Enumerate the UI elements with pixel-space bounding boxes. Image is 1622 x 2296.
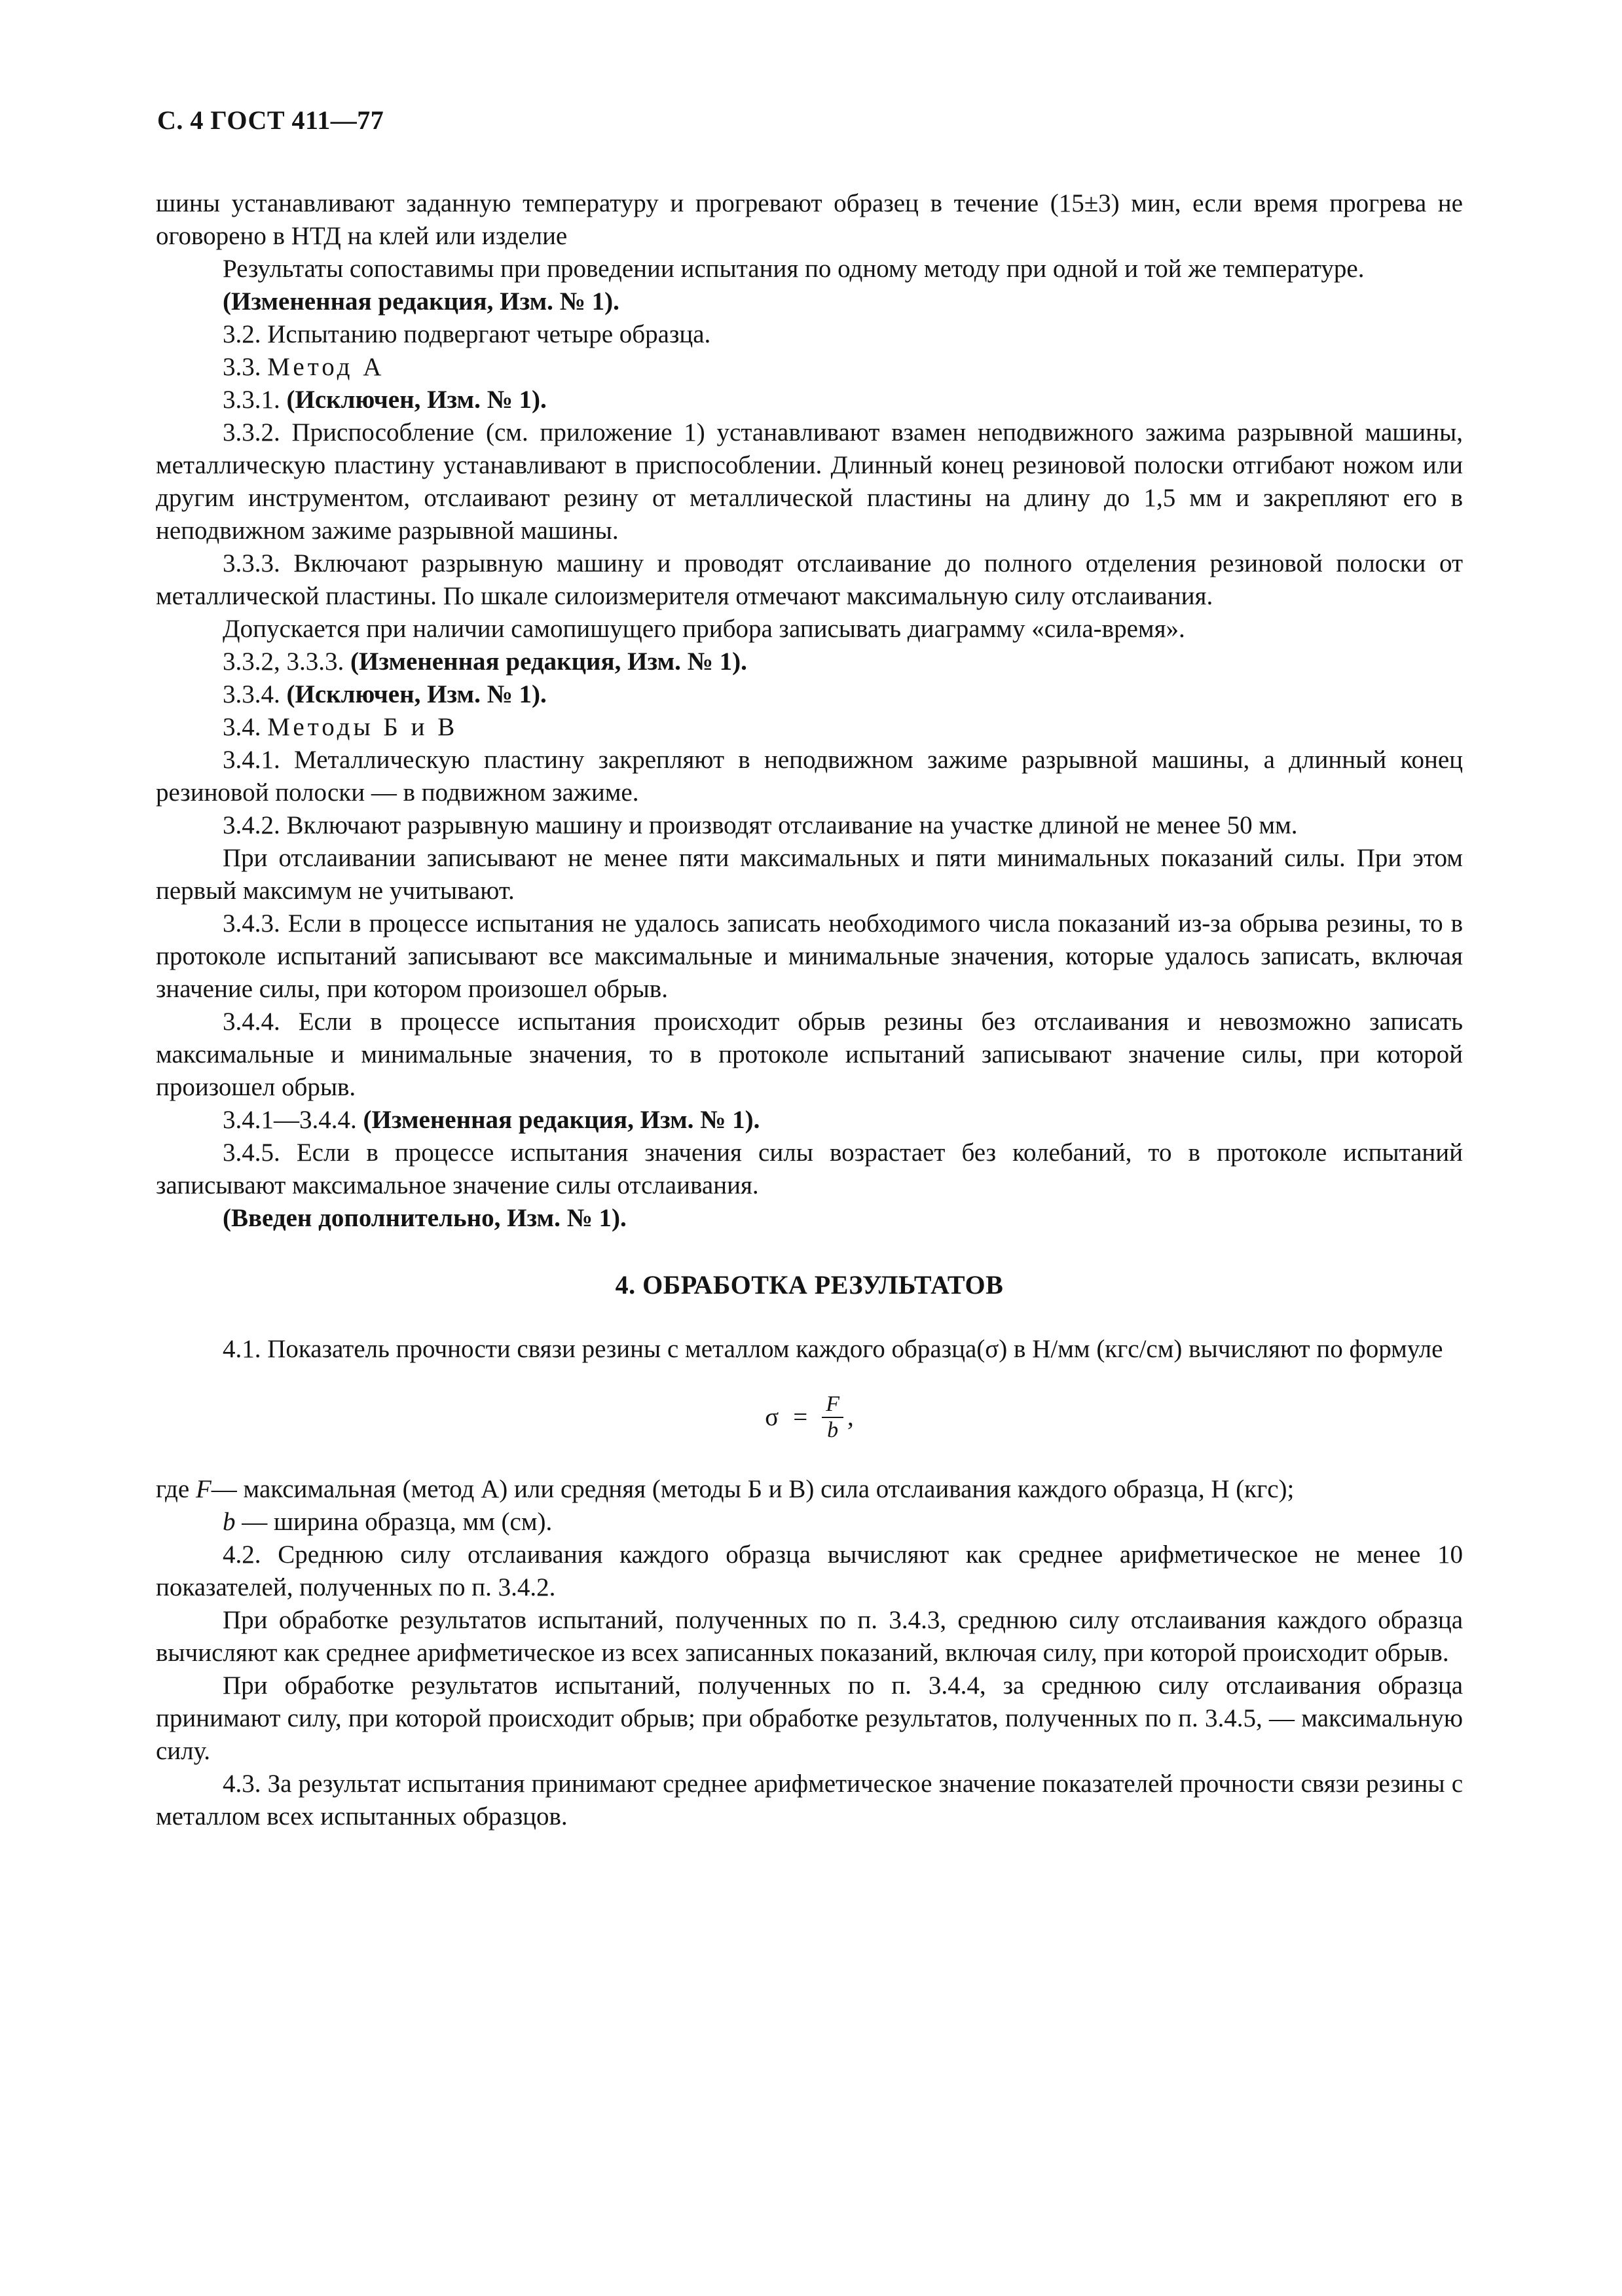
formula: [156, 1392, 1463, 1443]
legend-text: — ширина образца, мм (см).: [235, 1508, 553, 1536]
method-heading: Метод А: [267, 353, 385, 381]
paragraph: При обработке результатов испытаний, полученных по п. 3.4.3, среднюю силу отслаивания каждого образца вычисляют как среднее арифметическое из всех записанных показаний, включая силу, при которой происходит обрыв.: [156, 1606, 1463, 1667]
symbol-b: b: [223, 1508, 236, 1536]
clause-3-3-3: 3.3.3. Включают разрывную машину и проводят отслаивание до полного отделения резиновой полоски от металлической пластины. По шкале силоизмерителя отмечают максимальную силу отслаивания.: [156, 549, 1463, 610]
amendment-note: (Введен дополнительно, Изм. № 1).: [223, 1204, 627, 1232]
clause-3-2: 3.2. Испытанию подвергают четыре образца.: [223, 320, 711, 348]
clause-3-3-4: [156, 678, 1463, 711]
paragraph: Результаты сопоставимы при проведении испытания по одному методу при одной и той же температуре.: [223, 255, 1365, 283]
clause-4-1: 4.1. Показатель прочности связи резины с металлом каждого образца(σ) в Н/мм (кгс/см) вычисляют по формуле: [223, 1335, 1443, 1363]
document-body: [156, 187, 1463, 1833]
clause-3-4-4: 3.4.4. Если в процессе испытания происходит обрыв резины без отслаивания и невозможно записать максимальные и минимальные значения, то в протоколе испытаний записывают значение силы, при которой произошел обрыв.: [156, 1008, 1463, 1101]
paragraph: При отслаивании записывают не менее пяти максимальных и пяти минимальных показаний силы. При этом первый максимум не учитывают.: [156, 844, 1463, 905]
clause-3-4-5: 3.4.5. Если в процессе испытания значения силы возрастает без колебаний, то в протоколе испытаний записывают максимальное значение силы отслаивания.: [156, 1139, 1463, 1199]
clause-3-4: [156, 711, 1463, 744]
clause-number: 3.3.: [223, 353, 261, 381]
formula-denominator: b: [827, 1418, 839, 1442]
formula-tail: ,: [847, 1403, 854, 1431]
clause-3-4-3: 3.4.3. Если в процессе испытания не удалось записать необходимого числа показаний из-за обрыва резины, то в протоколе испытаний записывают все максимальные и минимальные значения, которые удалось записать, включая значение силы, при котором произошел обрыв.: [156, 909, 1463, 1003]
amendment-note: (Исключен, Изм. № 1).: [286, 386, 547, 414]
amendment-note: (Измененная редакция, Изм. № 1).: [223, 287, 619, 316]
section-heading: 4. ОБРАБОТКА РЕЗУЛЬТАТОВ: [615, 1270, 1004, 1300]
clause-3-4-2: 3.4.2. Включают разрывную машину и производят отслаивание на участке длиной не менее 50 мм.: [223, 811, 1298, 839]
symbol-F: F: [195, 1475, 212, 1503]
clause-3-3-2: 3.3.2. Приспособление (см. приложение 1) устанавливают взамен неподвижного зажима разрывной машины, металлическую пластину устанавливают в приспособлении. Длинный конец резиновой полоски отгибают ножом или другим инструментом, отслаивают резину от металлической пластины на длину до 1,5 мм и закрепляют его в неподвижном зажиме разрывной машины.: [156, 418, 1463, 545]
formula-legend-F: [156, 1473, 1463, 1506]
where-prefix: где: [156, 1475, 196, 1503]
formula-lhs: σ: [765, 1403, 779, 1431]
clause-3-4-1: 3.4.1. Металлическую пластину закрепляют в неподвижном зажиме разрывной машины, а длинный конец резиновой полоски — в подвижном зажиме.: [156, 746, 1463, 807]
clause-number: 3.4.1—3.4.4.: [223, 1106, 357, 1134]
amendment-line: [156, 1104, 1463, 1137]
legend-text: — максимальная (метод А) или средняя (методы Б и В) сила отслаивания каждого образца, Н (кгс);: [211, 1475, 1295, 1503]
formula-legend-b: [156, 1506, 1463, 1539]
clause-number: 3.3.4.: [223, 680, 280, 708]
clause-number: 3.4.: [223, 713, 261, 741]
clause-4-2: 4.2. Среднюю силу отслаивания каждого образца вычисляют как среднее арифметическое не менее 10 показателей, полученных по п. 3.4.2.: [156, 1540, 1463, 1601]
amendment-line: [156, 646, 1463, 678]
formula-numerator: F: [822, 1392, 843, 1418]
amendment-note: (Исключен, Изм. № 1).: [286, 680, 547, 708]
amendment-note: (Измененная редакция, Изм. № 1).: [363, 1106, 760, 1134]
amendment-note: (Измененная редакция, Изм. № 1).: [350, 647, 747, 676]
page-header: С. 4 ГОСТ 411—77: [157, 105, 384, 135]
paragraph: шины устанавливают заданную температуру и прогревают образец в течение (15±3) мин, если время прогрева не оговорено в НТД на клей или изделие: [156, 189, 1463, 250]
clause-4-3: 4.3. За результат испытания принимают среднее арифметическое значение показателей прочности связи резины с металлом всех испытанных образцов.: [156, 1770, 1463, 1831]
paragraph: Допускается при наличии самопишущего прибора записывать диаграмму «сила-время».: [223, 615, 1185, 643]
formula-equals: =: [793, 1403, 808, 1431]
clause-number: 3.3.2, 3.3.3.: [223, 647, 344, 676]
clause-3-3: [156, 351, 1463, 384]
clause-number: 3.3.1.: [223, 386, 280, 414]
method-heading: Методы Б и В: [267, 713, 458, 741]
paragraph: При обработке результатов испытаний, полученных по п. 3.4.4, за среднюю силу отслаивания образца принимают силу, при которой происходит обрыв; при обработке результатов, полученных по п. 3.4.5, — максимальную силу.: [156, 1671, 1463, 1765]
formula-fraction: [822, 1392, 843, 1443]
clause-3-3-1: [156, 384, 1463, 416]
